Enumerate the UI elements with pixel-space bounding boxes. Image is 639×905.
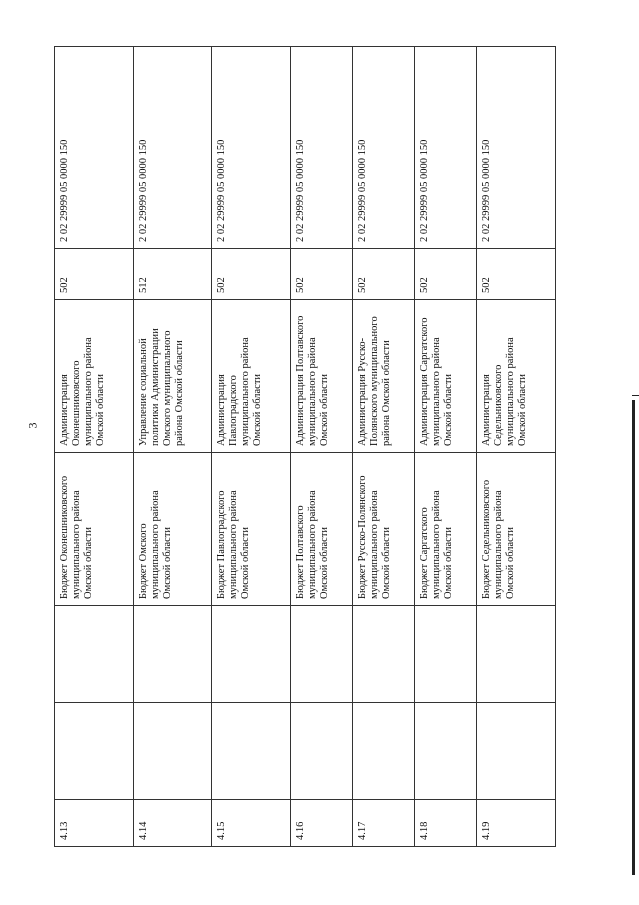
admin-code: 502: [477, 249, 556, 300]
table-row: [353, 47, 415, 847]
page-number: 3: [25, 422, 40, 429]
row-number: 4.14: [133, 800, 212, 847]
empty-cell: [477, 606, 556, 703]
empty-cell: [212, 606, 291, 703]
row-number: 4.13: [55, 800, 134, 847]
empty-cell: [415, 703, 477, 800]
empty-cell: [353, 606, 415, 703]
empty-cell: [477, 703, 556, 800]
empty-cell: [212, 703, 291, 800]
table-row: [55, 47, 134, 847]
table-row: [290, 47, 352, 847]
budget-classification-code: 2 02 29999 05 0000 150: [477, 47, 556, 249]
empty-cell: [55, 606, 134, 703]
page-edge-corner: [632, 395, 639, 402]
budget-classification-code: 2 02 29999 05 0000 150: [290, 47, 352, 249]
administrator-name: Администрация Русско-Полянского муниципального района Омской области: [353, 300, 415, 453]
row-number: 4.17: [353, 800, 415, 847]
admin-code: 502: [415, 249, 477, 300]
administrator-name: Администрация Оконешниковского муниципального района Омской области: [55, 300, 134, 453]
budget-name: Бюджет Павлоградского муниципального района Омской области: [212, 453, 291, 606]
table-row: [212, 47, 291, 847]
page-edge-line: [632, 400, 635, 875]
table-wrapper: [54, 47, 556, 847]
budget-name: Бюджет Оконешниковского муниципального района Омской области: [55, 453, 134, 606]
empty-cell: [290, 703, 352, 800]
admin-code: 502: [212, 249, 291, 300]
administrator-name: Администрация Седельниковского муниципального района Омской области: [477, 300, 556, 453]
empty-cell: [290, 606, 352, 703]
budget-name: Бюджет Омского муниципального района Омской области: [133, 453, 212, 606]
row-number: 4.16: [290, 800, 352, 847]
budget-classification-code: 2 02 29999 05 0000 150: [415, 47, 477, 249]
empty-cell: [353, 703, 415, 800]
admin-code: 502: [353, 249, 415, 300]
admin-code: 502: [290, 249, 352, 300]
budget-name: Бюджет Русско-Полянского муниципального района Омской области: [353, 453, 415, 606]
table-row: [133, 47, 212, 847]
table-row: [415, 47, 477, 847]
administrator-name: Администрация Полтавского муниципального района Омской области: [290, 300, 352, 453]
budget-classification-code: 2 02 29999 05 0000 150: [55, 47, 134, 249]
budget-name: Бюджет Седельниковского муниципального района Омской области: [477, 453, 556, 606]
row-number: 4.18: [415, 800, 477, 847]
empty-cell: [133, 703, 212, 800]
admin-code: 512: [133, 249, 212, 300]
row-number: 4.15: [212, 800, 291, 847]
budget-name: Бюджет Саргатского муниципального района Омской области: [415, 453, 477, 606]
administrator-name: Администрация Павлоградского муниципального района Омской области: [212, 300, 291, 453]
administrator-name: Управление социальной политики Администрации Омского муниципального района Омской области: [133, 300, 212, 453]
empty-cell: [55, 703, 134, 800]
budget-classification-code: 2 02 29999 05 0000 150: [353, 47, 415, 249]
admin-code: 502: [55, 249, 134, 300]
administrator-name: Администрация Саргатского муниципального района Омской области: [415, 300, 477, 453]
table-row: [477, 47, 556, 847]
budget-classification-code: 2 02 29999 05 0000 150: [133, 47, 212, 249]
row-number: 4.19: [477, 800, 556, 847]
budget-table: [54, 46, 556, 847]
budget-classification-code: 2 02 29999 05 0000 150: [212, 47, 291, 249]
empty-cell: [133, 606, 212, 703]
budget-name: Бюджет Полтавского муниципального района Омской области: [290, 453, 352, 606]
table-body: [55, 47, 556, 847]
empty-cell: [415, 606, 477, 703]
